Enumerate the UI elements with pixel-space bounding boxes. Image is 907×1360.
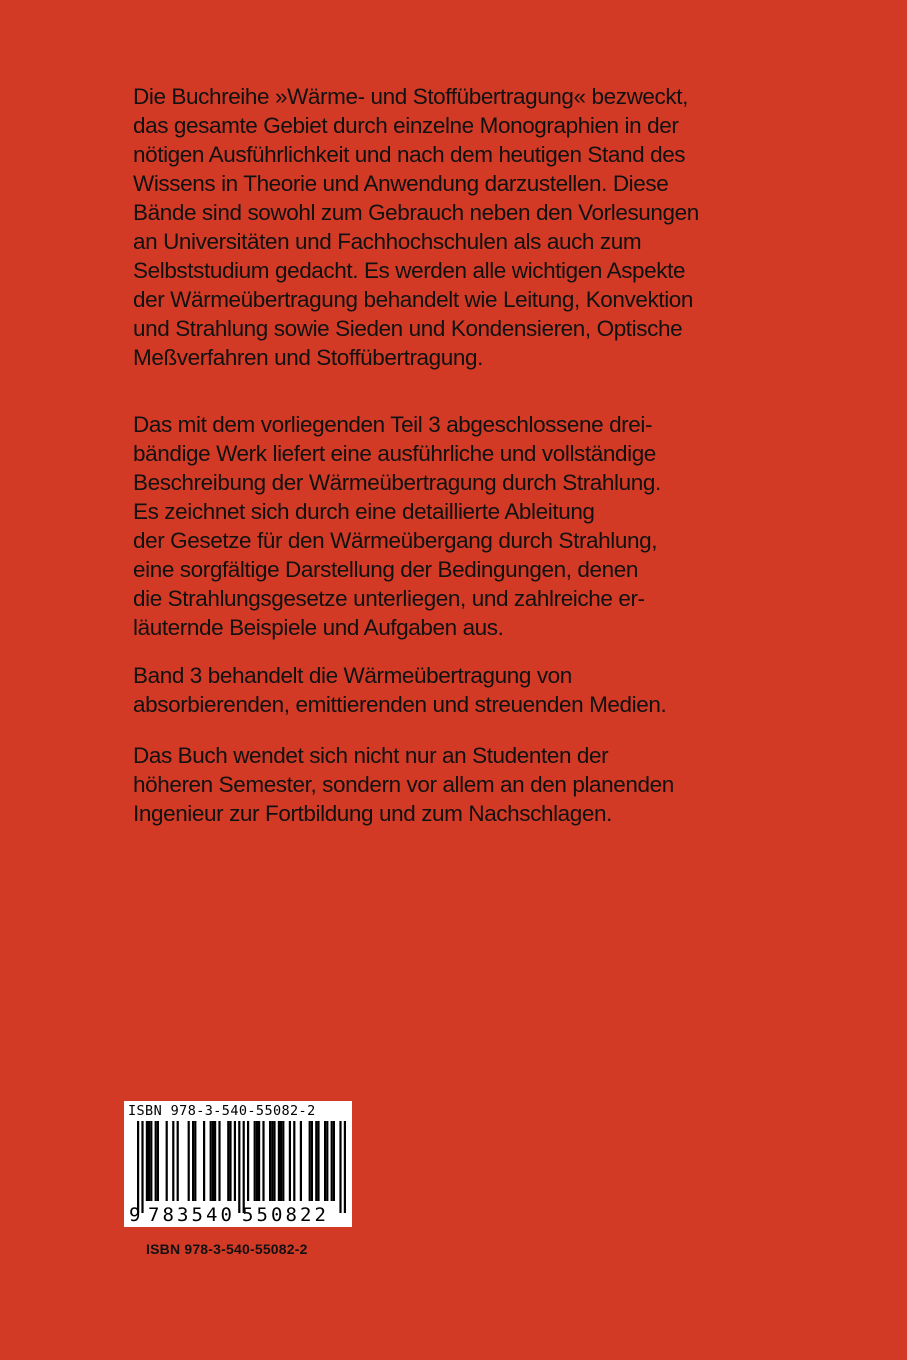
barcode-bar: [150, 1121, 152, 1201]
text-line: Das mit dem vorliegenden Teil 3 abgeschlossene drei-: [133, 412, 653, 437]
text-line: der Gesetze für den Wärmeübergang durch Strahlung,: [133, 528, 658, 553]
barcode-bars: [124, 1101, 352, 1227]
text-line: Beschreibung der Wärmeübertragung durch Strahlung.: [133, 470, 661, 495]
barcode-bar: [278, 1121, 280, 1201]
barcode-bar: [148, 1121, 150, 1201]
barcode-bar: [234, 1121, 236, 1201]
barcode-bar: [282, 1121, 284, 1201]
barcode-bar: [324, 1121, 326, 1201]
text-line: das gesamte Gebiet durch einzelne Monographien in der: [133, 113, 679, 138]
barcode-bar: [192, 1121, 194, 1201]
barcode-bar: [309, 1121, 311, 1201]
barcode-guard-bar: [339, 1121, 341, 1213]
text-line: Selbststudium gedacht. Es werden alle wichtigen Aspekte: [133, 258, 686, 283]
barcode-bar: [166, 1121, 168, 1201]
text-line: an Universitäten und Fachhochschulen als auch zum: [133, 229, 642, 254]
description-paragraph-4: [133, 741, 833, 828]
text-line: höheren Semester, sondern vor allem an den planenden: [133, 772, 674, 797]
text-line: Die Buchreihe »Wärme- und Stoffübertragung« bezweckt,: [133, 84, 688, 109]
barcode-bar: [247, 1121, 249, 1201]
barcode-guard-bar: [344, 1121, 346, 1213]
barcode-bar: [188, 1121, 190, 1201]
barcode-bar: [218, 1121, 220, 1201]
barcode-guard-bar: [238, 1121, 240, 1213]
barcode-bar: [177, 1121, 179, 1201]
barcode-bar: [229, 1121, 231, 1201]
barcode: [124, 1101, 352, 1227]
barcode-bar: [333, 1121, 335, 1201]
barcode-isbn-label: ISBN 978-3-540-55082-2: [128, 1103, 316, 1119]
text-line: Das Buch wendet sich nicht nur an Studenten der: [133, 743, 609, 768]
text-line: Es zeichnet sich durch eine detaillierte Ableitung: [133, 499, 595, 524]
text-line: eine sorgfältige Darstellung der Bedingungen, denen: [133, 557, 638, 582]
barcode-bar: [227, 1121, 229, 1201]
text-line: nötigen Ausführlichkeit und nach dem heutigen Stand des: [133, 142, 686, 167]
text-line: Bände sind sowohl zum Gebrauch neben den Vorlesungen: [133, 200, 699, 225]
barcode-bar: [146, 1121, 148, 1201]
barcode-bar: [293, 1121, 295, 1201]
barcode-digits-left: 783540: [148, 1204, 232, 1226]
description-paragraph-1: [133, 82, 833, 372]
barcode-bar: [326, 1121, 328, 1201]
barcode-bar: [311, 1121, 313, 1201]
barcode-digit-first: 9: [129, 1204, 141, 1226]
text-line: Band 3 behandelt die Wärmeübertragung von: [133, 663, 572, 688]
barcode-guard-bar: [141, 1121, 143, 1213]
text-line: Wissens in Theorie und Anwendung darzustellen. Diese: [133, 171, 669, 196]
text-line: läuternde Beispiele und Aufgaben aus.: [133, 615, 504, 640]
barcode-bar: [317, 1121, 319, 1201]
barcode-bar: [262, 1121, 264, 1201]
isbn-text: ISBN 978-3-540-55082-2: [146, 1241, 308, 1257]
barcode-bar: [289, 1121, 291, 1201]
text-line: Meßverfahren und Stoffübertragung.: [133, 345, 483, 370]
barcode-bars-group: [137, 1121, 346, 1213]
barcode-bar: [269, 1121, 271, 1201]
barcode-guard-bar: [137, 1121, 139, 1213]
text-line: und Strahlung sowie Sieden und Kondensieren, Optische: [133, 316, 683, 341]
barcode-bar: [214, 1121, 216, 1201]
barcode-bar: [331, 1121, 333, 1201]
description-paragraph-3: [133, 661, 833, 719]
text-line: die Strahlungsgesetze unterliegen, und zahlreiche er-: [133, 586, 645, 611]
barcode-bar: [212, 1121, 214, 1201]
text-line: der Wärmeübertragung behandelt wie Leitung, Konvektion: [133, 287, 694, 312]
barcode-bar: [203, 1121, 205, 1201]
text-line: Ingenieur zur Fortbildung und zum Nachschlagen.: [133, 801, 612, 826]
barcode-bar: [210, 1121, 212, 1201]
barcode-guard-bar: [243, 1121, 245, 1213]
text-line: absorbierenden, emittierenden und streuenden Medien.: [133, 692, 667, 717]
barcode-bar: [315, 1121, 317, 1201]
barcode-bar: [155, 1121, 157, 1201]
barcode-bar: [300, 1121, 302, 1201]
barcode-bar: [172, 1121, 174, 1201]
barcode-bar: [273, 1121, 275, 1201]
barcode-digits-right: 550822: [242, 1204, 326, 1226]
barcode-bar: [157, 1121, 159, 1201]
barcode-bar: [280, 1121, 282, 1201]
barcode-bar: [254, 1121, 256, 1201]
text-line: bändige Werk liefert eine ausführliche und vollständige: [133, 441, 656, 466]
barcode-bar: [194, 1121, 196, 1201]
barcode-bar: [258, 1121, 260, 1201]
description-paragraph-2: [133, 410, 833, 642]
barcode-bar: [271, 1121, 273, 1201]
barcode-bar: [256, 1121, 258, 1201]
